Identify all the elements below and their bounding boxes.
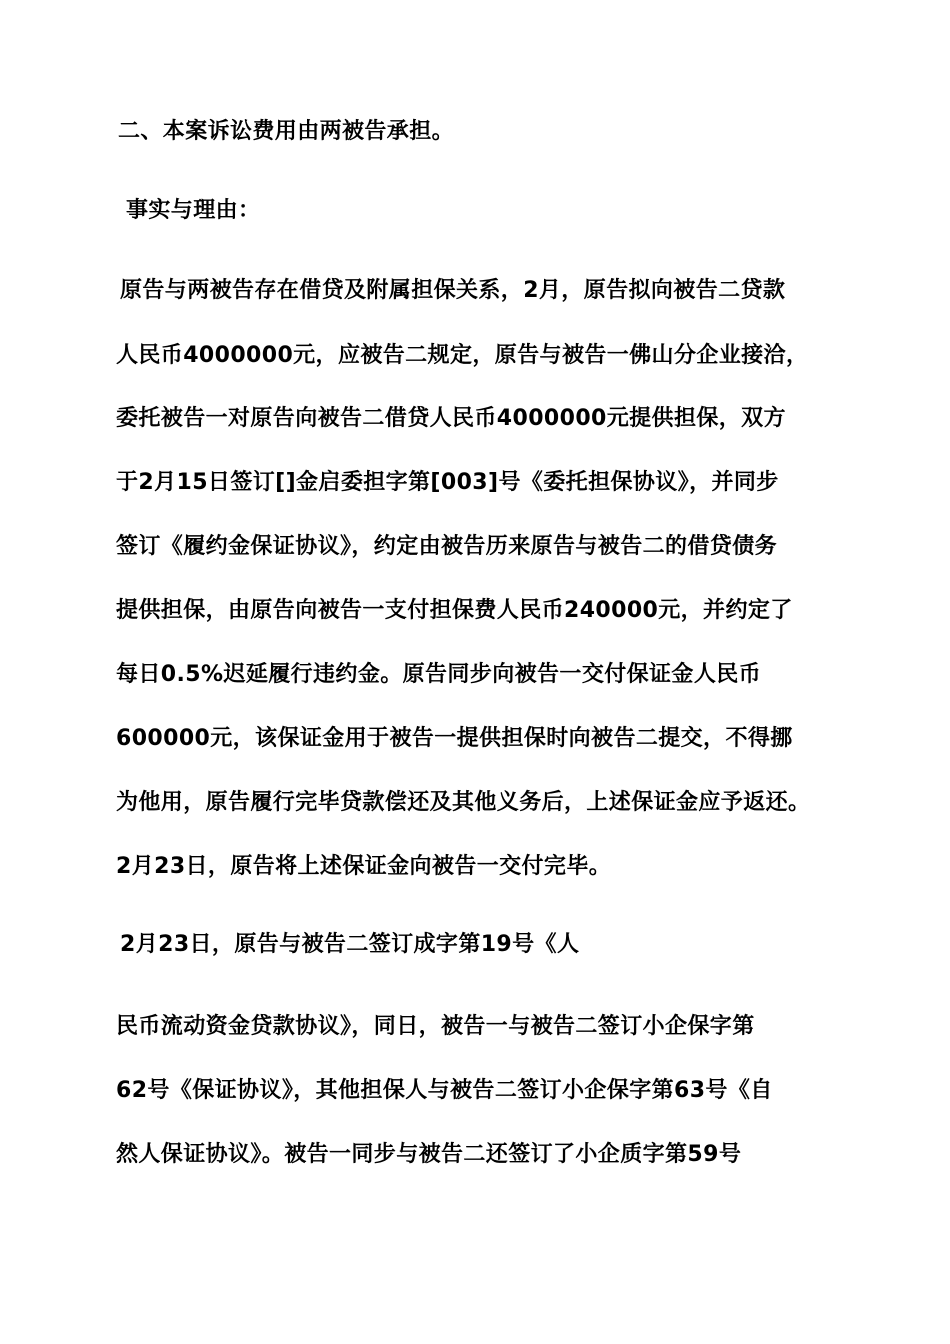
text-line: 人民币4000000元，应被告二规定，原告与被告一佛山分企业接洽，: [116, 343, 809, 368]
text-line: 2月23日，原告将上述保证金向被告一交付完毕。: [116, 854, 612, 879]
text-line: 民币流动资金贷款协议》，同日，被告一与被告二签订小企保字第: [116, 1014, 755, 1039]
text-line: 为他用，原告履行完毕贷款偿还及其他义务后，上述保证金应予返还。: [116, 790, 811, 815]
text-line: 62号《保证协议》，其他担保人与被告二签订小企保字第63号《自: [116, 1078, 773, 1103]
text-line: 2月23日，原告与被告二签订成字第19号《人: [120, 932, 580, 957]
text-line: 然人保证协议》。被告一同步与被告二还签订了小企质字第59号: [116, 1142, 742, 1167]
text-line: 原告与两被告存在借贷及附属担保关系，2月，原告拟向被告二贷款: [120, 278, 786, 303]
text-line: 委托被告一对原告向被告二借贷人民币4000000元提供担保，双方: [116, 406, 786, 431]
text-line: 于2月15日签订[]金启委担字第[003]号《委托担保协议》，并同步: [116, 470, 779, 495]
text-line: 提供担保，由原告向被告一支付担保费人民币240000元，并约定了: [116, 598, 793, 623]
text-line: 600000元，该保证金用于被告一提供担保时向被告二提交，不得挪: [116, 726, 793, 751]
text-line: 二、本案诉讼费用由两被告承担。: [118, 119, 455, 144]
text-line: 每日0.5%迟延履行违约金。原告同步向被告一交付保证金人民币: [116, 662, 762, 687]
text-line: 签订《履约金保证协议》，约定由被告历来原告与被告二的借贷债务: [116, 534, 778, 559]
section-heading: 事实与理由：: [126, 198, 261, 223]
